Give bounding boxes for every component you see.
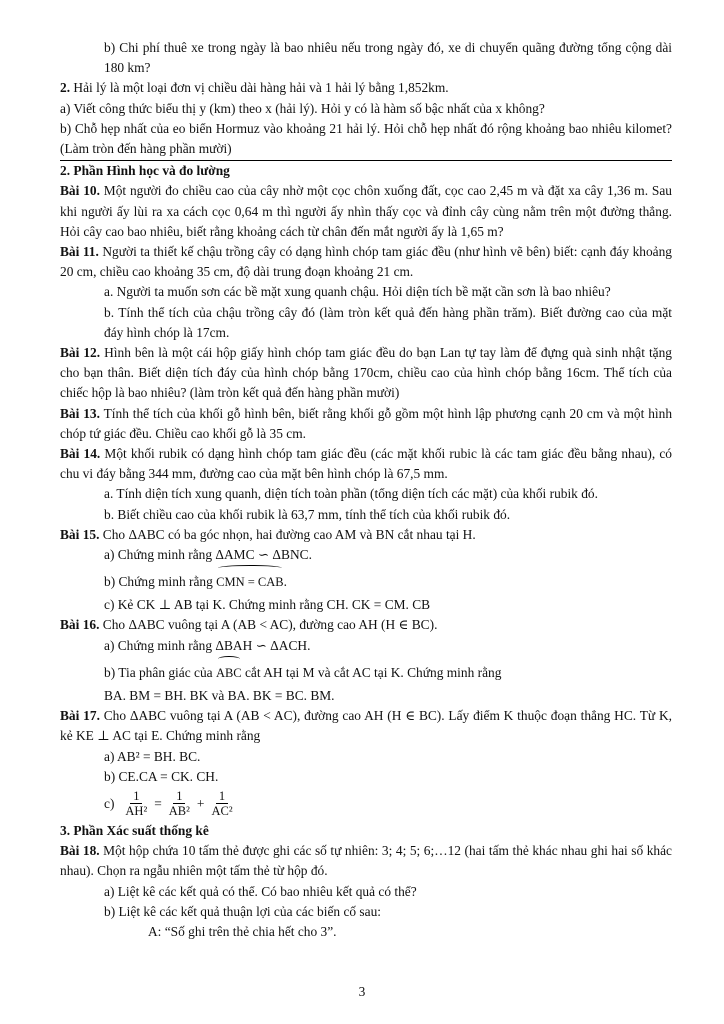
exercise-16-label: Bài 16. [60, 617, 100, 633]
problem-2a: a) Viết công thức biểu thị y (km) theo x (hải lý). Hỏi y có là hàm số bậc nhất của x không? [60, 100, 545, 116]
angle-expression: CMN = CAB [216, 565, 283, 595]
exercise-14b: b. Biết chiều cao của khối rubik là 63,7 mm, tính thể tích của khối rubik đó. [104, 506, 511, 522]
exercise-13-text: Tính thể tích của khối gỗ hình bên, biết rằng khối gỗ gồm một hình lập phương cạnh 20 cm và một hình chóp tứ giác đều. Chiều cao khối gỗ là 35 cm. [60, 405, 673, 441]
exercise-13-label: Bài 13. [60, 405, 100, 421]
section-2-heading: 2. Phần Hình học và đo lường [60, 163, 230, 179]
exercise-10 [60, 181, 672, 242]
equals-sign: = [154, 795, 162, 811]
exercise-16b-suffix: cắt AH tại M và cắt AC tại K. Chứng minh rằng [241, 664, 502, 680]
fraction-1-over-ac2 [208, 789, 235, 818]
exercise-15b [60, 565, 672, 595]
exercise-17c-label: c) [104, 795, 115, 811]
exercise-18-text: Một hộp chứa 10 tấm thẻ được ghi các số tự nhiên: 3; 4; 5; 6;…12 (hai tấm thẻ khác nhau ghi hai số khác nhau). Chọn ra ngẫu nhiên một tấm thẻ từ hộp đó. [60, 843, 673, 879]
fraction-1-over-ah2 [122, 789, 150, 818]
exercise-11b: b. Tính thể tích của chậu trồng cây đó (làm tròn kết quả đến hàng phần trăm). Biết đường cao của mặt đáy hình chóp là 17cm. [104, 304, 672, 340]
event-a: A: “Số ghi trên thẻ chia hết cho 3”. [148, 923, 337, 939]
exercise-17 [60, 706, 672, 746]
exercise-14a: a. Tính diện tích xung quanh, diện tích toàn phần (tổng diện tích các mặt) của khối rubik đó. [104, 486, 598, 502]
exercise-10-label: Bài 10. [60, 183, 100, 199]
fraction-denominator: AB² [168, 804, 190, 819]
problem-2-label: 2. [60, 80, 71, 96]
exercise-17-text: Cho ΔABC vuông tại A (AB < AC), đường cao AH (H ∈ BC). Lấy điểm K thuộc đoạn thẳng HC. Từ K, kẻ KE ⊥ AC tại E. Chứng minh rằng [60, 708, 672, 744]
exercise-17b: b) CE.CA = CK. CH. [104, 768, 219, 784]
exercise-16b-equations: BA. BM = BH. BK và BA. BK = BC. BM. [104, 687, 335, 703]
exercise-12-label: Bài 12. [60, 345, 101, 361]
exercise-16a: a) Chứng minh rằng ΔBAH ∽ ΔACH. [104, 637, 311, 653]
exercise-12 [60, 343, 672, 404]
angle-symbol: ABC [216, 656, 242, 686]
exercise-15-label: Bài 15. [60, 526, 100, 542]
problem-2-text: Hải lý là một loại đơn vị chiều dài hàng hải và 1 hải lý bằng 1,852km. [70, 80, 449, 96]
document-page [60, 38, 672, 942]
fraction-numerator: 1 [130, 789, 142, 804]
exercise-16 [60, 615, 672, 635]
exercise-13 [60, 404, 672, 444]
plus-sign: + [196, 795, 205, 811]
exercise-14-text: Một khối rubik có dạng hình chóp tam giác đều (các mặt khối rubic là các tam giác đều bằng nhau), có chu vi đáy bằng 344 mm, đường cao của mặt bên hình chóp là 67,5 mm. [60, 446, 672, 482]
exercise-14 [60, 444, 672, 484]
exercise-12-text: Hình bên là một cái hộp giấy hình chóp tam giác đều do bạn Lan tự tay làm để đựng quà sinh nhật tặng cho bạn thân. Biết diện tích đáy của hình chóp bằng 170cm, chiều cao của hình chóp bằng 16cm. Thể tích của chiếc hộp là bao nhiêu? (làm tròn kết quả đến hàng phần mười) [60, 345, 672, 401]
exercise-15b-prefix: b) Chứng minh rằng [104, 574, 217, 590]
exercise-15-text: Cho ΔABC có ba góc nhọn, hai đường cao AM và BN cắt nhau tại H. [99, 526, 476, 542]
exercise-11-text: Người ta thiết kế chậu trồng cây có dạng hình chóp tam giác đều (như hình vẽ bên) biết: cạnh đáy khoảng 20 cm, chiều cao khoảng 35 cm, độ dài trung đoạn khoảng 21 cm. [60, 244, 672, 280]
fraction-denominator: AC² [211, 804, 233, 819]
exercise-14-label: Bài 14. [60, 446, 101, 462]
exercise-11a: a. Người ta muốn sơn các bề mặt xung quanh chậu. Hỏi diện tích bề mặt cần sơn là bao nhiêu? [104, 284, 611, 300]
line-rental-cost: b) Chi phí thuê xe trong ngày là bao nhiêu nếu trong ngày đó, xe di chuyển quãng đường tổng cộng dài 180 km? [104, 40, 672, 76]
exercise-15a: a) Chứng minh rằng ΔAMC ∽ ΔBNC. [104, 547, 312, 563]
exercise-10-text: Một người đo chiều cao của cây nhờ một cọc chôn xuống đất, cọc cao 2,45 m và đặt xa cây 1,36 m. Sau khi người ấy lùi ra xa cách cọc 0,64 m thì người ấy nhìn thấy cọc và đỉnh cây cùng nằm trên một đường thẳng. Hỏi cây cao bao nhiêu, biết rằng khoảng cách từ chân đến mắt người ấy là 1,65 m? [60, 183, 672, 239]
fraction-denominator: AH² [125, 804, 148, 819]
fraction-numerator: 1 [216, 789, 228, 804]
exercise-16-text: Cho ΔABC vuông tại A (AB < AC), đường cao AH (H ∈ BC). [99, 617, 438, 633]
fraction-1-over-ab2 [166, 789, 193, 818]
exercise-15b-suffix: . [283, 574, 287, 590]
section-3-heading: 3. Phần Xác suất thống kê [60, 822, 209, 838]
page-number: 3 [358, 984, 366, 999]
exercise-18b: b) Liệt kê các kết quả thuận lợi của các biến cố sau: [104, 903, 381, 919]
exercise-16b [60, 656, 672, 686]
exercise-15 [60, 525, 672, 545]
problem-2 [60, 78, 672, 98]
exercise-18a: a) Liệt kê các kết quả có thể. Có bao nhiêu kết quả có thể? [104, 883, 417, 899]
exercise-15c: c) Kẻ CK ⊥ AB tại K. Chứng minh rằng CH. CK = CM. CB [104, 597, 431, 613]
exercise-17c [60, 787, 672, 821]
exercise-18-label: Bài 18. [60, 843, 100, 859]
problem-2b: b) Chỗ hẹp nhất của eo biển Hormuz vào khoảng 21 hải lý. Hỏi chỗ hẹp nhất đó rộng khoảng bao nhiêu kilomet? (Làm tròn đến hàng phần mười) [60, 120, 672, 157]
exercise-18 [60, 841, 672, 881]
exercise-17a: a) AB² = BH. BC. [104, 748, 201, 764]
fraction-numerator: 1 [173, 789, 185, 804]
exercise-17-label: Bài 17. [60, 708, 100, 724]
exercise-11-label: Bài 11. [60, 244, 99, 260]
exercise-16b-prefix: b) Tia phân giác của [104, 664, 216, 680]
exercise-11 [60, 242, 672, 282]
